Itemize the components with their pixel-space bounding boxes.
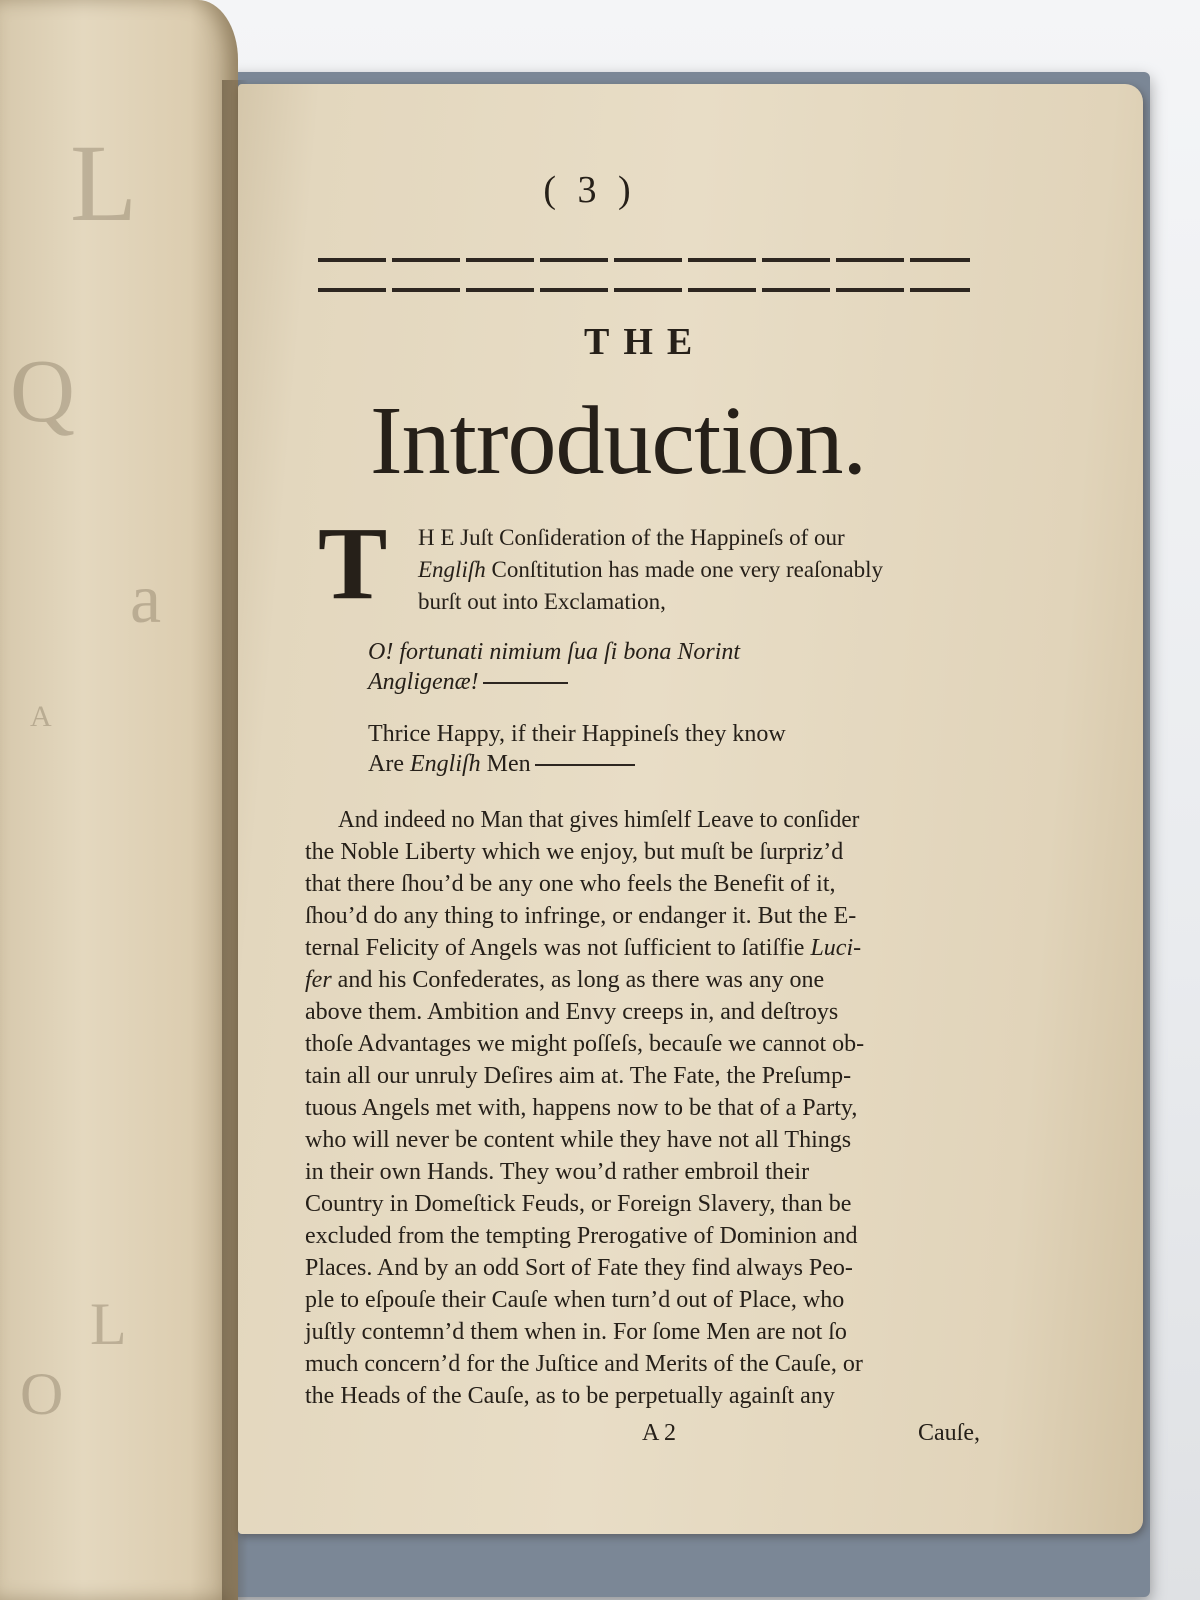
body-line: that there ſhou’d be any one who feels the Benefit of it, [305, 871, 836, 897]
body-line: much concern’d for the Juſtice and Merits of the Cauſe, or [305, 1351, 863, 1377]
italic-word: Engliſh [418, 557, 486, 582]
body-line: ſhou’d do any thing to infringe, or endanger it. But the E- [305, 903, 857, 929]
page-title: Introduction. [370, 387, 866, 495]
drop-cap: T [318, 506, 388, 621]
body-line [305, 968, 981, 992]
em-rule [483, 682, 568, 684]
body-line: juſtly contemn’d them when in. For ſome Men are not ſo [305, 1319, 847, 1345]
italic-word: fer [305, 967, 332, 993]
italic-word: Engliſh [409, 751, 481, 777]
body-line: who will never be content while they have not all Things [305, 1127, 852, 1153]
opening-line: H E Juſt Conſideration of the Happineſs of our [418, 525, 845, 550]
latin-quote-line: O! fortunati nimium ſua ſi bona Norint [368, 639, 741, 665]
body-line: in their own Hands. They wou’d rather embroil their [305, 1159, 810, 1185]
verse-line [368, 752, 635, 776]
body-line: the Noble Liberty which we enjoy, but muſt be ſurpriz’d [305, 839, 844, 865]
italic-word: Luci- [810, 935, 862, 961]
body-line: the Heads of the Cauſe, as to be perpetually againſt any [305, 1383, 835, 1409]
left-page-bleed-text: Q [10, 342, 75, 441]
latin-quote-line [368, 670, 568, 694]
catchword: Cauſe, [918, 1420, 980, 1446]
line-text: and his Confederates, as long as there was any one [331, 967, 825, 993]
section-article: THE [584, 321, 707, 363]
em-rule [535, 764, 635, 766]
page-number: ( 3 ) [543, 169, 637, 211]
line-text: Conſtitution has made one very reaſonably [485, 557, 884, 582]
verse-line: Thrice Happy, if their Happineſs they know [368, 721, 786, 747]
body-line: Country in Domeſtick Feuds, or Foreign Slavery, than be [305, 1191, 852, 1217]
line-text: ternal Felicity of Angels was not ſufficient to ſatiſfie [305, 935, 811, 961]
opening-line: burſt out into Exclamation, [418, 589, 666, 614]
line-text: Angligenæ! [368, 669, 479, 695]
line-text: Are [368, 751, 410, 777]
body-line: excluded from the tempting Prerogative of Dominion and [305, 1223, 858, 1249]
body-line [305, 936, 981, 960]
opening-line [418, 558, 883, 581]
body-line: thoſe Advantages we might poſſeſs, becauſe we cannot ob- [305, 1031, 865, 1057]
left-page-bleed-text: L [90, 1291, 127, 1357]
left-page-bleed-text: A [30, 700, 52, 733]
body-line: ple to eſpouſe their Cauſe when turn’d out of Place, who [305, 1287, 845, 1313]
body-line: Places. And by an odd Sort of Fate they find always Peo- [305, 1255, 853, 1281]
left-page-bleed-text: L [70, 122, 138, 244]
signature-mark: A 2 [642, 1420, 677, 1446]
body-line: And indeed no Man that gives himſelf Leave to conſider [338, 807, 860, 833]
line-text: Men [480, 751, 531, 777]
body-line: tain all our unruly Deſires aim at. The Fate, the Preſump- [305, 1063, 852, 1089]
header-rule-bottom [318, 288, 970, 292]
header-rule-top [318, 258, 970, 262]
left-page-bleed-text: a [130, 561, 162, 638]
body-line: tuous Angels met with, happens now to be that of a Party, [305, 1095, 858, 1121]
left-page-bleed-text: O [20, 1361, 64, 1427]
body-line: above them. Ambition and Envy creeps in, and deſtroys [305, 999, 839, 1025]
